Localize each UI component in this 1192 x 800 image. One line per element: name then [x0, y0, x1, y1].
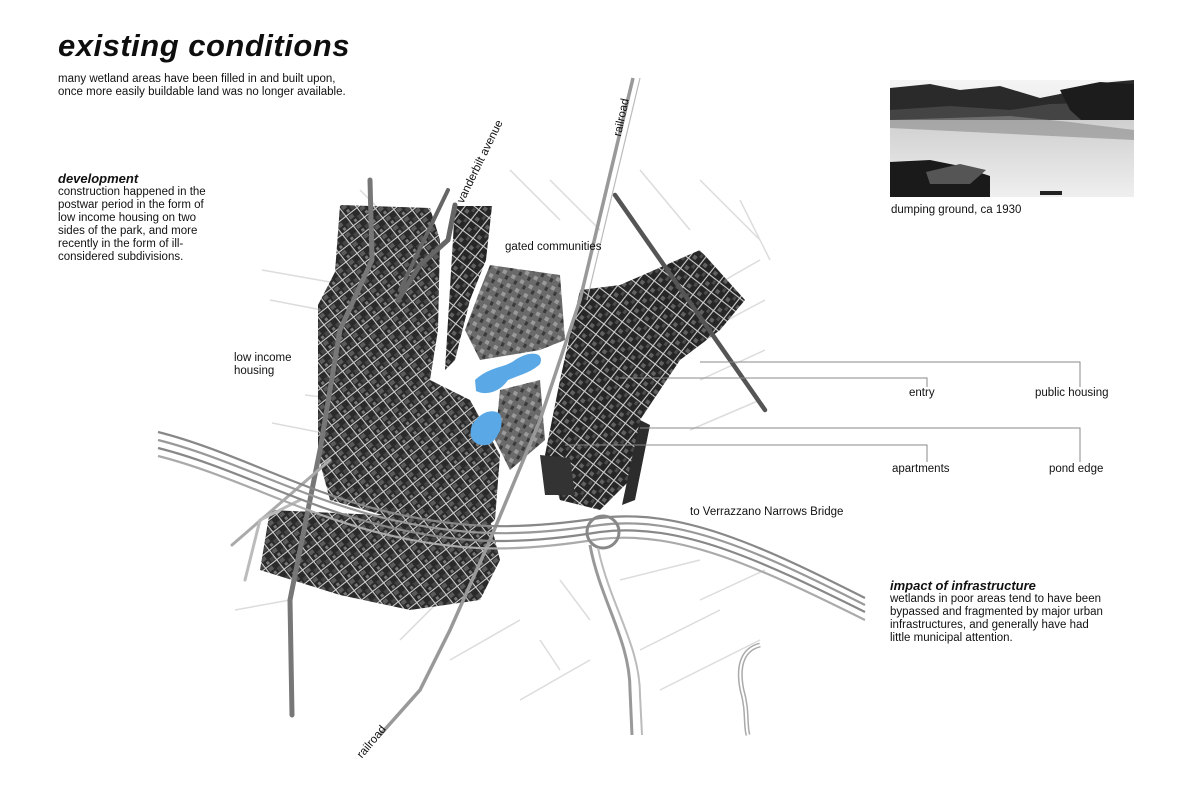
legend-entry: entry: [909, 387, 935, 399]
label-vanderbilt-avenue: vanderbilt avenue: [455, 118, 506, 206]
infrastructure-text: [890, 593, 1103, 645]
label-bridge: to Verrazzano Narrows Bridge: [690, 506, 844, 518]
development-heading: development: [58, 171, 139, 186]
development-line: considered subdivisions.: [58, 251, 184, 263]
legend-pond-edge: pond edge: [1049, 463, 1104, 475]
development-line: recently in the form of ill-: [58, 238, 184, 250]
development-line: construction happened in the: [58, 186, 206, 198]
infrastructure-line: bypassed and fragmented by major urban: [890, 606, 1103, 618]
infrastructure-note: [890, 578, 1103, 645]
legend-public-housing: public housing: [1035, 387, 1109, 399]
label-railroad-bottom: railroad: [355, 723, 389, 761]
label-gated-communities: gated communities: [505, 241, 602, 253]
page-title: existing conditions: [58, 28, 350, 63]
legend-apartments: apartments: [892, 463, 950, 475]
development-line: sides of the park, and more: [58, 225, 198, 237]
apartments-block: [540, 455, 575, 495]
infrastructure-line: wetlands in poor areas tend to have been: [890, 593, 1101, 605]
photo-caption: dumping ground, ca 1930: [891, 204, 1022, 216]
label-line: housing: [234, 365, 275, 377]
intro-line: many wetland areas have been filled in and built upon,: [58, 73, 336, 85]
gated-communities-area: [465, 265, 565, 360]
label-railroad-top: railroad: [612, 97, 632, 138]
label-low-income-housing: [234, 352, 292, 378]
expressway: [158, 432, 865, 735]
label-line: low income: [234, 352, 292, 364]
development-line: postwar period in the form of: [58, 199, 204, 211]
infrastructure-line: infrastructures, and generally have had: [890, 619, 1089, 631]
infrastructure-line: little municipal attention.: [890, 632, 1013, 644]
intro-line: once more easily buildable land was no longer available.: [58, 86, 346, 98]
right-neighborhood: [545, 250, 745, 510]
development-line: low income housing on two: [58, 212, 197, 224]
infrastructure-heading: impact of infrastructure: [890, 578, 1036, 593]
